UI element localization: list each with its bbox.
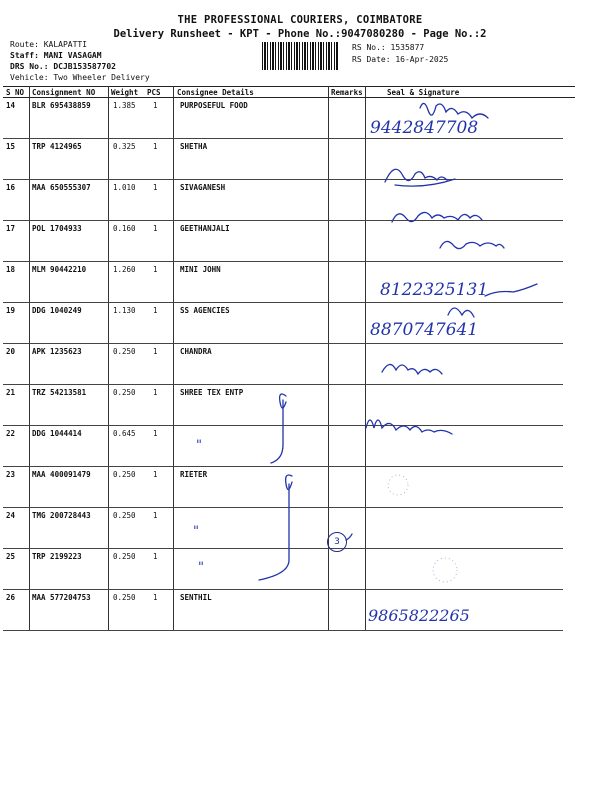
row-weight: 0.325	[113, 142, 136, 151]
row-pcs: 1	[153, 511, 158, 520]
row-pcs: 1	[153, 388, 158, 397]
row-consignment: MAA 650555307	[32, 183, 91, 192]
row-consignment: MAA 400091479	[32, 470, 91, 479]
row-pcs: 1	[153, 265, 158, 274]
row-consignee: SIVAGANESH	[180, 183, 226, 192]
row-sno: 23	[6, 470, 16, 479]
faint-stamp	[433, 558, 457, 582]
ditto-mark-25: "	[198, 560, 204, 575]
signature-15	[385, 169, 455, 186]
row-weight: 0.160	[113, 224, 136, 233]
row-consignee: PURPOSEFUL FOOD	[180, 101, 248, 110]
row-weight: 0.250	[113, 552, 136, 561]
row-weight: 1.130	[113, 306, 136, 315]
row-consignee: SHETHA	[180, 142, 208, 151]
row-consignment: BLR 695438859	[32, 101, 91, 110]
row-pcs: 1	[153, 347, 158, 356]
row-weight: 0.250	[113, 593, 136, 602]
row-weight: 0.645	[113, 429, 136, 438]
row-consignment: APK 1235623	[32, 347, 82, 356]
signature-20	[382, 364, 442, 374]
signature-19	[448, 308, 474, 317]
runsheet-title: Delivery Runsheet - KPT - Phone No.:9047080280 - Page No.:2	[113, 28, 487, 40]
row-sno: 21	[6, 388, 16, 397]
row-weight: 0.250	[113, 511, 136, 520]
signature-21	[366, 420, 452, 434]
row-consignee: SENTHIL	[180, 593, 212, 602]
row-weight: 0.250	[113, 347, 136, 356]
row-weight: 1.010	[113, 183, 136, 192]
signature-14	[420, 103, 488, 118]
row-pcs: 1	[153, 306, 158, 315]
phone-number-19: 8870747641	[370, 320, 479, 340]
row-consignee: CHANDRA	[180, 347, 212, 356]
row-consignment: DDG 1040249	[32, 306, 82, 315]
ditto-mark-24: "	[193, 524, 199, 539]
bracket-line	[271, 394, 286, 463]
row-consignment: MLM 90442210	[32, 265, 87, 274]
row-sno: 18	[6, 265, 16, 274]
col-header-remarks: Remarks	[331, 88, 363, 97]
rs-number: RS No.: 1535877	[352, 43, 425, 52]
row-weight: 0.250	[113, 470, 136, 479]
row-consignee: GEETHANJALI	[180, 224, 230, 233]
row-pcs: 1	[153, 101, 158, 110]
row-sno: 25	[6, 552, 16, 561]
row-sno: 24	[6, 511, 16, 520]
row-sno: 22	[6, 429, 16, 438]
row-sno: 20	[6, 347, 16, 356]
row-consignment: TRP 2199223	[32, 552, 82, 561]
row-weight: 1.385	[113, 101, 136, 110]
row-consignee: SS AGENCIES	[180, 306, 230, 315]
row-sno: 17	[6, 224, 16, 233]
row-consignment: TMG 200728443	[32, 511, 91, 520]
signature-18	[485, 284, 537, 296]
signature-17	[440, 241, 504, 248]
row-pcs: 1	[153, 429, 158, 438]
bracket-line	[259, 475, 292, 580]
row-sno: 16	[6, 183, 16, 192]
col-header-signature: Seal & Signature	[387, 88, 460, 97]
row-weight: 0.250	[113, 388, 136, 397]
rs-date: RS Date: 16-Apr-2025	[352, 55, 449, 64]
phone-number-18: 8122325131	[380, 280, 489, 300]
row-pcs: 1	[153, 470, 158, 479]
row-pcs: 1	[153, 593, 158, 602]
signature-16	[392, 212, 482, 222]
phone-number-14: 9442847708	[370, 118, 479, 138]
route-label: Route: KALAPATTI	[10, 40, 88, 49]
row-pcs: 1	[153, 224, 158, 233]
col-header-consignment: Consignment NO	[32, 88, 96, 97]
phone-number-26: 9865822265	[368, 606, 470, 625]
drs-label: DRS No.: DCJB153587702	[10, 62, 116, 71]
row-consignee: MINI JOHN	[180, 265, 221, 274]
row-consignee: RIETER	[180, 470, 208, 479]
row-consignment: TRZ 54213581	[32, 388, 87, 397]
row-sno: 15	[6, 142, 16, 151]
row-pcs: 1	[153, 552, 158, 561]
row-consignment: MAA 577204753	[32, 593, 91, 602]
col-header-weight: Weight	[111, 88, 139, 97]
row-consignment: POL 1704933	[32, 224, 82, 233]
col-header-consignee: Consignee Details	[177, 88, 254, 97]
row-consignment: TRP 4124965	[32, 142, 82, 151]
row-consignment: DDG 1044414	[32, 429, 82, 438]
company-title: THE PROFESSIONAL COURIERS, COIMBATORE	[177, 14, 423, 26]
staff-label: Staff: MANI VASAGAM	[10, 51, 102, 60]
row-sno: 26	[6, 593, 16, 602]
col-header-sno: S NO	[6, 88, 25, 97]
remark-tick	[346, 534, 352, 540]
row-sno: 19	[6, 306, 16, 315]
col-header-pcs: PCS	[147, 88, 161, 97]
row-consignee: SHREE TEX ENTP	[180, 388, 244, 397]
row-pcs: 1	[153, 142, 158, 151]
vehicle-label: Vehicle: Two Wheeler Delivery	[10, 73, 150, 82]
faint-stamp	[388, 475, 408, 495]
row-weight: 1.260	[113, 265, 136, 274]
row-sno: 14	[6, 101, 16, 110]
row-pcs: 1	[153, 183, 158, 192]
remark-circle: 3	[327, 532, 347, 552]
ditto-mark-22: "	[196, 438, 202, 453]
